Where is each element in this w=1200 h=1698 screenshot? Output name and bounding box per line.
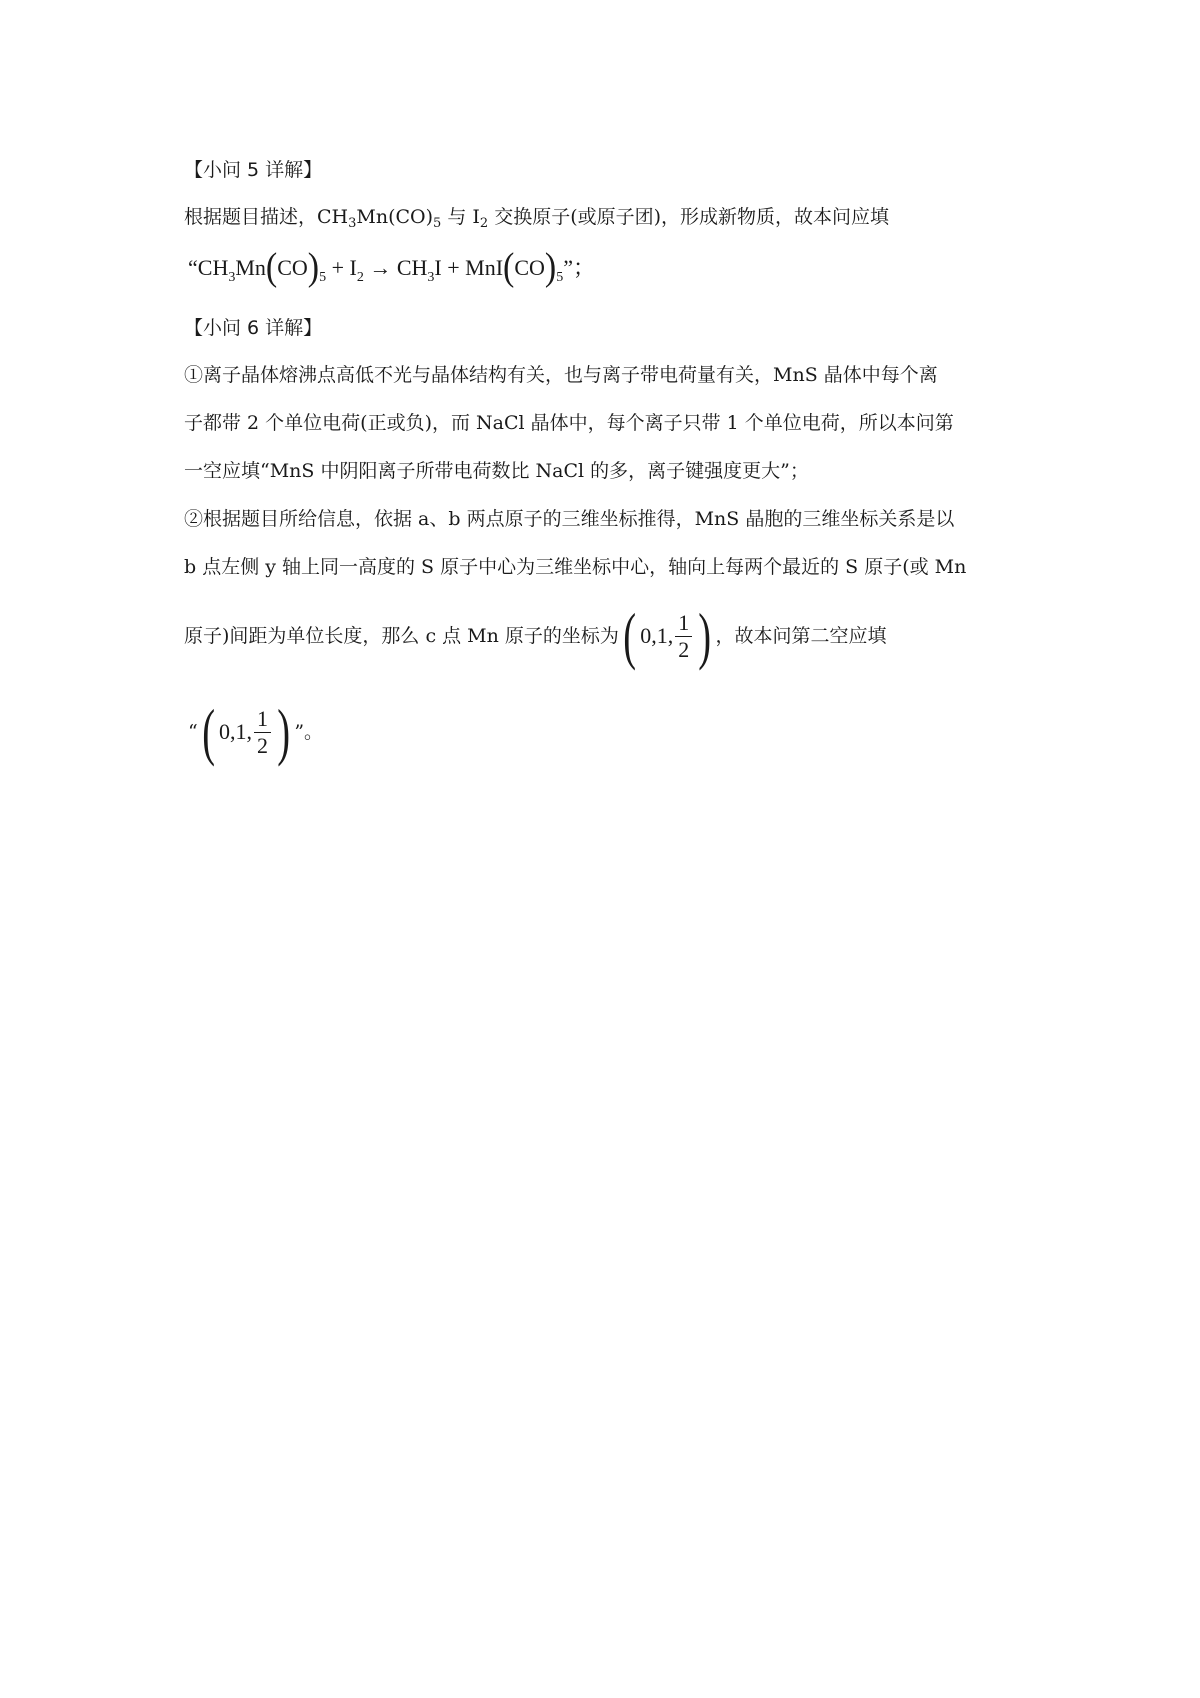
text-segment: 原子)间距为单位长度，那么 c 点 Mn 原子的坐标为 (184, 625, 619, 647)
section6-heading: 【小问 6 详解】 (184, 317, 323, 339)
eq-term: I + MnI (434, 255, 504, 280)
eq-term: → CH (363, 255, 428, 280)
subscript: 5 (556, 270, 564, 285)
paragraph-line: 子都带 2 个单位电荷(正或负)，而 NaCl 晶体中，每个离子只带 1 个单位电荷，所以本问第 (184, 412, 954, 434)
text-segment: ，故本问第二空应填 (715, 625, 887, 647)
text-segment: 根据题目描述，CH (184, 206, 349, 228)
fraction (675, 610, 692, 663)
quote-close: ”； (563, 255, 596, 280)
text-segment: 与 I (441, 206, 480, 228)
eq-term: + I (326, 255, 357, 280)
paragraph-line: ②根据题目所给信息，依据 a、b 两点原子的三维坐标推得，MnS 晶胞的三维坐标关系是以 (184, 508, 955, 530)
paren-open: ( (623, 600, 636, 671)
section5-heading: 【小问 5 详解】 (184, 159, 323, 181)
subscript: 3 (228, 270, 236, 285)
paren-close: ) (307, 246, 320, 289)
text-segment: Mn(CO) (356, 206, 434, 228)
subscript: 3 (348, 216, 357, 231)
paragraph-line: 一空应填“MnS 中阴阳离子所带电荷数比 NaCl 的多，离子键强度更大”； (184, 460, 809, 482)
subscript: 5 (319, 270, 327, 285)
fraction (254, 706, 271, 759)
coordinate-tuple (619, 600, 716, 671)
eq-term: CO (514, 255, 545, 280)
quote-close: ”。 (294, 721, 324, 743)
text-segment: 交换原子(或原子团)，形成新物质，故本问应填 (488, 206, 890, 228)
coordinate-tuple (198, 696, 295, 767)
paragraph-line-with-coordinate (184, 600, 887, 671)
fraction-numerator: 1 (254, 706, 271, 733)
paren-close: ) (698, 600, 712, 671)
paragraph-line: b 点左侧 y 轴上同一高度的 S 原子中心为三维坐标中心，轴向上每两个最近的 S 原子(或 Mn (184, 556, 967, 578)
fraction-numerator: 1 (675, 610, 692, 637)
paren-close: ) (544, 246, 557, 289)
paren-open: ( (265, 246, 278, 289)
paren-close: ) (277, 696, 291, 767)
subscript: 2 (356, 270, 364, 285)
reaction-equation (188, 246, 596, 289)
tuple-values: 0,1, (219, 719, 253, 744)
eq-term: Mn (235, 255, 266, 280)
subscript: 3 (427, 270, 435, 285)
paragraph-line: ①离子晶体熔沸点高低不光与晶体结构有关，也与离子带电荷量有关，MnS 晶体中每个离 (184, 364, 938, 386)
subscript: 2 (479, 216, 489, 231)
paren-open: ( (503, 246, 515, 289)
quote-open: “ (188, 721, 198, 743)
section5-paragraph (184, 204, 889, 230)
answer-line (188, 696, 324, 767)
eq-term: CH (197, 255, 229, 280)
paren-open: ( (201, 696, 215, 767)
eq-term: CO (277, 255, 308, 280)
fraction-denominator: 2 (257, 732, 269, 758)
subscript: 5 (433, 216, 442, 231)
quote-open: “ (188, 255, 198, 280)
fraction-denominator: 2 (678, 636, 690, 662)
tuple-values: 0,1, (640, 623, 674, 648)
